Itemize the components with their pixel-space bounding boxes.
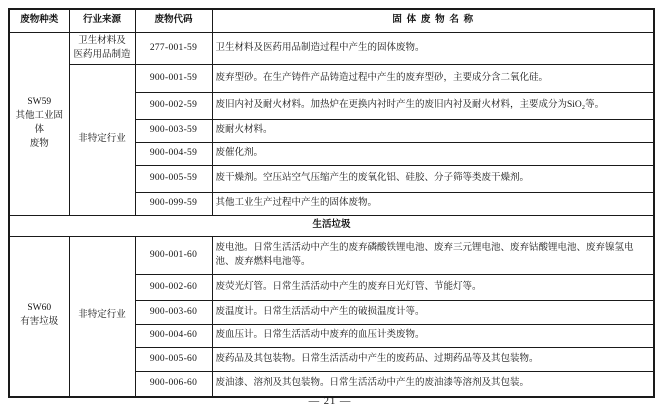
category-id: SW60 [27, 303, 52, 314]
page-number: — 21 — [308, 396, 352, 407]
code-cell: 900-006-60 [135, 372, 212, 397]
name-cell: 废弃型砂。在生产铸件产品铸造过程中产生的废弃型砂，主要成分含二氧化硅。 [212, 65, 654, 93]
source-cell-nonspecific-sw59: 非特定行业 [69, 65, 135, 216]
header-waste-name: 固 体 废 物 名 称 [212, 9, 654, 33]
code-cell: 277-001-59 [135, 33, 212, 65]
section-divider-row [9, 216, 654, 237]
name-cell: 卫生材料及医药用品制造过程中产生的固体废物。 [212, 33, 654, 65]
source-cell-health-materials [69, 33, 135, 65]
source-line2: 医药用品制造 [73, 49, 131, 60]
name-cell: 废催化剂。 [212, 143, 654, 166]
table-row [9, 65, 654, 93]
table-header-row [9, 9, 654, 33]
code-cell: 900-001-59 [135, 65, 212, 93]
section-divider-label: 生活垃圾 [9, 216, 654, 237]
code-cell: 900-001-60 [135, 237, 212, 275]
code-cell: 900-005-59 [135, 166, 212, 193]
name-cell: 废油漆、溶剂及其包装物。日常生活活动中产生的废油漆等溶剂及其包装。 [212, 372, 654, 397]
code-cell: 900-003-59 [135, 120, 212, 143]
waste-classification-table [8, 8, 655, 398]
header-waste-code: 废物代码 [135, 9, 212, 33]
header-industry-source: 行业来源 [69, 9, 135, 33]
code-cell: 900-002-60 [135, 275, 212, 301]
source-line1: 卫生材料及 [78, 35, 126, 46]
table-row [9, 237, 654, 275]
table-row [9, 33, 654, 65]
name-cell: 其他工业生产过程中产生的固体废物。 [212, 193, 654, 216]
name-cell: 废干燥剂。空压站空气压缩产生的废氧化铝、硅胶、分子筛等类废干燥剂。 [212, 166, 654, 193]
category-label-line2: 废物 [29, 138, 49, 149]
code-cell: 900-003-60 [135, 301, 212, 325]
category-cell-sw59 [9, 33, 69, 216]
code-cell: 900-002-59 [135, 93, 212, 120]
name-cell: 废血压计。日常生活活动中废弃的血压计类废物。 [212, 325, 654, 348]
name-cell: 废温度计。日常生活活动中产生的破损温度计等。 [212, 301, 654, 325]
name-cell: 废药品及其包装物。日常生活活动中产生的废药品、过期药品等及其包装物。 [212, 348, 654, 372]
category-id: SW59 [27, 97, 52, 108]
name-cell: 废旧内衬及耐火材料。加热炉在更换内衬时产生的废旧内衬及耐火材料，主要成分为SiO₂等。 [212, 93, 654, 120]
code-cell: 900-099-59 [135, 193, 212, 216]
name-cell: 废荧光灯管。日常生活活动中产生的废弃日光灯管、节能灯等。 [212, 275, 654, 301]
source-cell-nonspecific-sw60: 非特定行业 [69, 237, 135, 397]
code-cell: 900-004-60 [135, 325, 212, 348]
category-label-line1: 有害垃圾 [20, 317, 59, 328]
name-cell: 废电池。日常生活活动中产生的废弃磷酸铁锂电池、废弃三元锂电池、废弃钴酸锂电池、废弃镍氢电池、废弃燃料电池等。 [212, 237, 654, 275]
name-cell: 废耐火材料。 [212, 120, 654, 143]
code-cell: 900-005-60 [135, 348, 212, 372]
header-waste-category: 废物种类 [9, 9, 69, 33]
code-cell: 900-004-59 [135, 143, 212, 166]
category-cell-sw60 [9, 237, 69, 397]
category-label-line1: 其他工业固体 [15, 111, 63, 135]
